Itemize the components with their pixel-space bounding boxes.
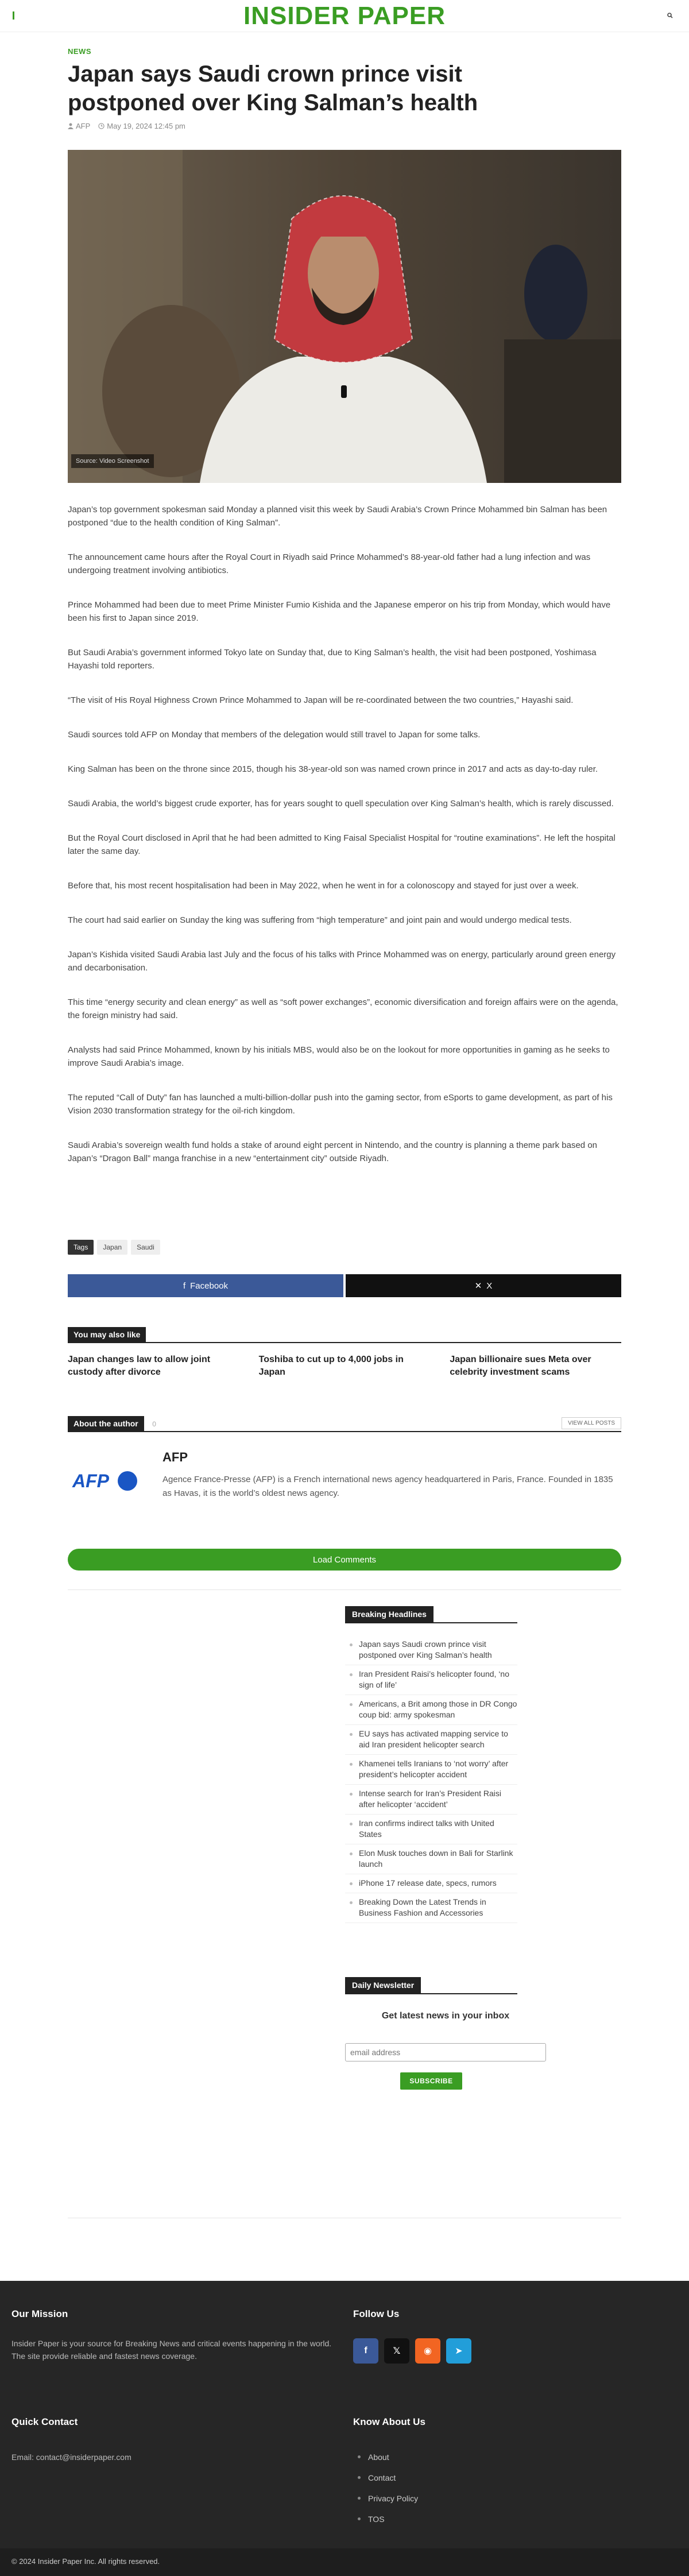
share-bar	[68, 1274, 621, 1297]
author-heading	[68, 1416, 621, 1432]
article-paragraph: But Saudi Arabia’s government informed Tokyo late on Sunday that, due to King Salman’s health, the visit had been postponed, Yoshimasa Hayashi told reporters.	[68, 648, 597, 671]
article-author[interactable]	[68, 122, 90, 130]
newsletter-heading	[345, 1977, 517, 1994]
article-hero-image	[68, 150, 621, 483]
headline-item[interactable]: Elon Musk touches down in Bali for Starlink launch	[345, 1844, 517, 1874]
related-post[interactable]: Toshiba to cut up to 4,000 jobs in Japan	[258, 1355, 404, 1377]
author-bio: Agence France-Presse (AFP) is a French international news agency headquartered in Paris, France. Founded in 1835 as Havas, it is the world’s oldest news agency.	[162, 1475, 613, 1498]
article-category[interactable]: NEWS	[68, 47, 91, 56]
related-heading-label: You may also like	[68, 1327, 146, 1343]
share-facebook-button[interactable]	[68, 1274, 343, 1297]
facebook-icon[interactable]: f	[353, 2338, 378, 2364]
footer-follow-title: Follow Us	[353, 2308, 400, 2319]
headline-item[interactable]: Iran President Raisi’s helicopter found, ‘no sign of life’	[345, 1665, 517, 1695]
headline-item[interactable]: Intense search for Iran’s President Raisi after helicopter ‘accident’	[345, 1785, 517, 1815]
author-name-link[interactable]: AFP	[162, 1450, 188, 1464]
footer-link-tos[interactable]: TOS	[353, 2513, 418, 2534]
article-paragraph: King Salman has been on the throne since 2015, though his 38-year-old son was named crown prince in 2017 and acts as day-to-day ruler.	[68, 764, 598, 774]
newsletter-email-input[interactable]	[345, 2043, 546, 2061]
footer-contact-email[interactable]: Email: contact@insiderpaper.com	[11, 2453, 131, 2462]
author-post-count: 0	[152, 1420, 156, 1428]
share-x-label: X	[486, 1281, 493, 1291]
clock-icon	[98, 123, 104, 129]
x-icon: ✕	[474, 1281, 482, 1291]
tag-japan[interactable]: Japan	[97, 1240, 127, 1255]
breaking-headlines-label: Breaking Headlines	[345, 1606, 433, 1623]
related-post[interactable]: Japan changes law to allow joint custody after divorce	[68, 1355, 211, 1377]
article-paragraph: “The visit of His Royal Highness Crown Prince Mohammed to Japan will be re-coordinated between the two countries,” Hayashi said.	[68, 695, 574, 705]
footer-know-title: Know About Us	[353, 2416, 425, 2427]
article-paragraph: Analysts had said Prince Mohammed, known by his initials MBS, would also be on the lookout for more opportunities in gaming as he seeks to improve Saudi Arabia’s image.	[68, 1045, 610, 1068]
newsletter-subtitle: Get latest news in your inbox	[381, 2011, 510, 2021]
article-tags	[68, 1240, 160, 1255]
footer-link-about[interactable]: About	[353, 2451, 418, 2471]
subscribe-button[interactable]: SUBSCRIBE	[400, 2072, 462, 2090]
article-paragraph: The reputed “Call of Duty” fan has launched a multi-billion-dollar push into the gaming sector, from eSports to game development, as part of his Vision 2030 transformation strategy for the oil-rich kingdom.	[68, 1093, 613, 1116]
divider	[68, 1589, 621, 1590]
footer-link-contact[interactable]: Contact	[353, 2471, 418, 2492]
afp-logo[interactable]	[68, 1465, 142, 1494]
footer-copyright: © 2024 Insider Paper Inc. All rights reserved.	[0, 2548, 689, 2576]
article-paragraph: Japan’s Kishida visited Saudi Arabia last July and the focus of his talks with Prince Mohammed was on energy, particularly around green energy and decarbonisation.	[68, 950, 616, 973]
view-all-posts-button[interactable]: VIEW ALL POSTS	[562, 1417, 621, 1429]
footer-links	[353, 2451, 418, 2534]
date-text: May 19, 2024 12:45 pm	[107, 122, 185, 130]
author-heading-label: About the author	[68, 1416, 144, 1432]
article-paragraph: Japan’s top government spokesman said Monday a planned visit this week by Saudi Arabia’s Crown Prince Mohammed bin Salman has been postponed “due to the health condition of King Salman”.	[68, 505, 607, 528]
article-paragraph: The court had said earlier on Sunday the king was suffering from “high temperature” and joint pain and would undergo medical tests.	[68, 915, 572, 925]
facebook-icon: f	[183, 1281, 186, 1291]
article-paragraph: Before that, his most recent hospitalisation had been in May 2022, when he went in for a colonoscopy and stayed for just over a week.	[68, 881, 579, 891]
footer-mission-title: Our Mission	[11, 2308, 68, 2319]
article-paragraph: The announcement came hours after the Royal Court in Riyadh said Prince Mohammed’s 88-year-old father had a lung infection and was undergoing treatment involving antibiotics.	[68, 552, 591, 575]
footer-social-links	[353, 2338, 471, 2364]
related-post[interactable]: Japan billionaire sues Meta over celebrity investment scams	[450, 1355, 591, 1377]
article-paragraph: Saudi Arabia, the world’s biggest crude exporter, has for years sought to quell speculation over King Salman’s health, which is rarely discussed.	[68, 799, 614, 809]
breaking-headlines-heading	[345, 1606, 517, 1623]
headline-item[interactable]: Americans, a Brit among those in DR Congo coup bid: army spokesman	[345, 1695, 517, 1725]
article-meta	[68, 122, 185, 130]
afp-logo-text: AFP	[72, 1471, 109, 1491]
headline-item[interactable]: Breaking Down the Latest Trends in Business Fashion and Accessories	[345, 1893, 517, 1923]
article-paragraph: Prince Mohammed had been due to meet Prime Minister Fumio Kishida and the Japanese emperor on his trip from Monday, which would have been his first to Japan since 2019.	[68, 600, 611, 623]
user-icon	[68, 123, 73, 129]
article-paragraph: Saudi Arabia’s sovereign wealth fund holds a stake of around eight percent in Nintendo, and the country is planning a theme park based on Japan’s “Dragon Ball” manga franchise in a new “entertainment city” outside Riyadh.	[68, 1140, 598, 1163]
article-title: Japan says Saudi crown prince visit postponed over King Salman’s health	[68, 61, 478, 115]
image-caption: Source: Video Screenshot	[71, 454, 154, 468]
headline-item[interactable]: iPhone 17 release date, specs, rumors	[345, 1874, 517, 1893]
related-heading	[68, 1327, 621, 1343]
footer-contact-title: Quick Contact	[11, 2416, 78, 2427]
site-footer	[0, 2281, 689, 2576]
load-comments-button[interactable]: Load Comments	[68, 1549, 621, 1571]
telegram-icon[interactable]: ➤	[446, 2338, 471, 2364]
author-name: AFP	[76, 122, 91, 130]
crown-prince-photo	[68, 150, 621, 483]
footer-link-privacy[interactable]: Privacy Policy	[353, 2492, 418, 2513]
article-body	[68, 503, 621, 1186]
related-posts	[68, 1353, 621, 1379]
tags-label: Tags	[68, 1240, 94, 1255]
x-icon[interactable]: 𝕏	[384, 2338, 409, 2364]
article-paragraph: But the Royal Court disclosed in April that he had been admitted to King Faisal Specialist Hospital for “routine examinations”. He left the hospital later the same day.	[68, 833, 616, 856]
breaking-headlines-list	[345, 1635, 517, 1923]
footer-mission-text: Insider Paper is your source for Breaking News and critical events happening in the world. The site provide reliable and fastest news coverage.	[11, 2339, 332, 2361]
site-logo[interactable]: INSIDER PAPER	[243, 2, 446, 30]
share-x-button[interactable]	[346, 1274, 621, 1297]
site-header	[0, 0, 689, 32]
headline-item[interactable]: Khamenei tells Iranians to ‘not worry’ after president’s helicopter accident	[345, 1755, 517, 1785]
rss-icon[interactable]: ◉	[415, 2338, 440, 2364]
newsletter-heading-label: Daily Newsletter	[345, 1977, 421, 1994]
headline-item[interactable]: Iran confirms indirect talks with United States	[345, 1815, 517, 1844]
article-paragraph: Saudi sources told AFP on Monday that members of the delegation would still travel to Japan for some talks.	[68, 730, 481, 740]
article-paragraph: This time “energy security and clean energy” as well as “soft power exchanges”, economic diversification and foreign affairs were on the agenda, the foreign ministry had said.	[68, 997, 618, 1020]
share-facebook-label: Facebook	[190, 1281, 229, 1291]
article-date	[98, 122, 185, 130]
headline-item[interactable]: Japan says Saudi crown prince visit postponed over King Salman’s health	[345, 1635, 517, 1665]
tag-saudi[interactable]: Saudi	[131, 1240, 160, 1255]
search-icon[interactable]	[664, 9, 678, 23]
headline-item[interactable]: EU says has activated mapping service to aid Iran president helicopter search	[345, 1725, 517, 1755]
